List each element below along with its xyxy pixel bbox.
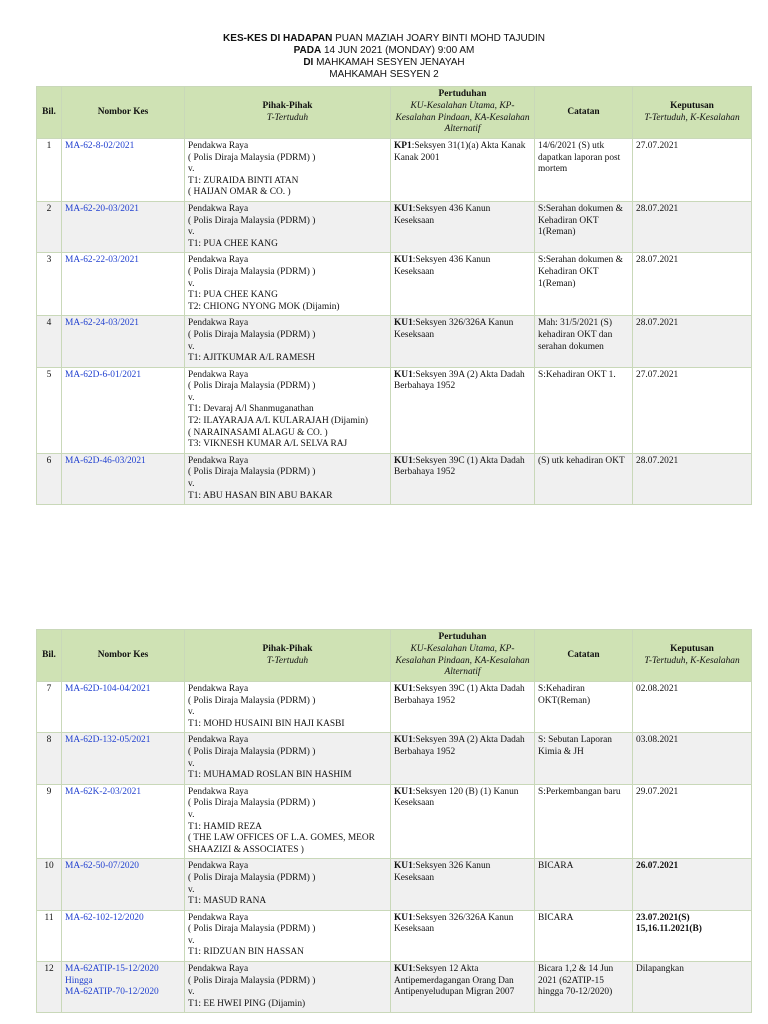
- cell-catatan: BICARA: [535, 910, 633, 961]
- table-row: [37, 139, 752, 202]
- cell-keputusan: 27.07.2021: [633, 367, 752, 453]
- cell-bil: 6: [37, 453, 62, 504]
- cell-keputusan: 27.07.2021: [633, 139, 752, 202]
- cell-catatan: S:Kehadiran OKT(Reman): [535, 682, 633, 733]
- cell-pertuduhan: KU1:Seksyen 326/326A Kanun Keseksaan: [391, 910, 535, 961]
- cell-pertuduhan: KU1:Seksyen 436 Kanun Keseksaan: [391, 253, 535, 316]
- case-number-link[interactable]: MA-62-50-07/2020: [62, 859, 185, 910]
- cell-catatan: Mah: 31/5/2021 (S) kehadiran OKT dan serahan dokumen: [535, 316, 633, 367]
- header-line-2: PADA 14 JUN 2021 (MONDAY) 9:00 AM: [293, 45, 475, 56]
- cell-pertuduhan: KU1:Seksyen 12 Akta Antipemerdagangan Orang Dan Antipenyeludupan Migran 2007: [391, 962, 535, 1013]
- col-pihak: Pihak-Pihak T-Tertuduh: [185, 630, 391, 682]
- cell-keputusan: 28.07.2021: [633, 253, 752, 316]
- table-header-row: [37, 630, 752, 682]
- cell-pihak: Pendakwa Raya ( Polis Diraja Malaysia (PDRM) ) v. T1: PUA CHEE KANG T2: CHIONG NYONG MOK (Dijamin): [185, 253, 391, 316]
- cell-pihak: Pendakwa Raya ( Polis Diraja Malaysia (PDRM) ) v. T1: RIDZUAN BIN HASSAN: [185, 910, 391, 961]
- cell-catatan: S:Serahan dokumen & Kehadiran OKT 1(Reman): [535, 201, 633, 252]
- cell-pertuduhan: KU1:Seksyen 326/326A Kanun Keseksaan: [391, 316, 535, 367]
- cell-pertuduhan: KU1:Seksyen 39C (1) Akta Dadah Berbahaya 1952: [391, 453, 535, 504]
- header-line-3: DI MAHKAMAH SESYEN JENAYAH: [303, 57, 465, 68]
- cell-pertuduhan: KU1:Seksyen 120 (B) (1) Kanun Keseksaan: [391, 784, 535, 859]
- case-number-link[interactable]: MA-62-20-03/2021: [62, 201, 185, 252]
- cell-catatan: (S) utk kehadiran OKT: [535, 453, 633, 504]
- header-line-1: KES-KES DI HADAPAN PUAN MAZIAH JOARY BINTI MOHD TAJUDIN: [223, 33, 545, 44]
- cell-catatan: S:Kehadiran OKT 1.: [535, 367, 633, 453]
- case-number-link[interactable]: MA-62D-46-03/2021: [62, 453, 185, 504]
- cell-pihak: Pendakwa Raya ( Polis Diraja Malaysia (PDRM) ) v. T1: AJITKUMAR A/L RAMESH: [185, 316, 391, 367]
- table-row: [37, 910, 752, 961]
- col-catatan: Catatan: [535, 630, 633, 682]
- table-row: [37, 962, 752, 1013]
- cases-table-1: [36, 86, 752, 505]
- cell-pertuduhan: KU1:Seksyen 39A (2) Akta Dadah Berbahaya 1952: [391, 733, 535, 784]
- cell-catatan: 14/6/2021 (S) utk dapatkan laporan post mortem: [535, 139, 633, 202]
- cell-keputusan: 23.07.2021(S) 15,16.11.2021(B): [633, 910, 752, 961]
- cell-pertuduhan: KP1:Seksyen 31(1)(a) Akta Kanak Kanak 2001: [391, 139, 535, 202]
- cell-pihak: Pendakwa Raya ( Polis Diraja Malaysia (PDRM) ) v. T1: MUHAMAD ROSLAN BIN HASHIM: [185, 733, 391, 784]
- case-number-link[interactable]: MA-62K-2-03/2021: [62, 784, 185, 859]
- cell-pihak: Pendakwa Raya ( Polis Diraja Malaysia (PDRM) ) v. T1: HAMID REZA ( THE LAW OFFICES OF L.A. GOMES, MEOR SHAAZIZI & ASSOCIATES ): [185, 784, 391, 859]
- cell-pihak: Pendakwa Raya ( Polis Diraja Malaysia (PDRM) ) v. T1: ABU HASAN BIN ABU BAKAR: [185, 453, 391, 504]
- table-row: [37, 859, 752, 910]
- cell-keputusan: 28.07.2021: [633, 201, 752, 252]
- cell-bil: 11: [37, 910, 62, 961]
- table-row: [37, 201, 752, 252]
- table-row: [37, 733, 752, 784]
- table-header-row: [37, 87, 752, 139]
- case-number-link[interactable]: MA-62D-104-04/2021: [62, 682, 185, 733]
- case-number-link[interactable]: MA-62-22-03/2021: [62, 253, 185, 316]
- cell-keputusan: 28.07.2021: [633, 453, 752, 504]
- col-nombor-kes: Nombor Kes: [62, 87, 185, 139]
- cases-table-2: [36, 629, 752, 1013]
- cell-keputusan: 26.07.2021: [633, 859, 752, 910]
- col-catatan: Catatan: [535, 87, 633, 139]
- cell-pertuduhan: KU1:Seksyen 436 Kanun Keseksaan: [391, 201, 535, 252]
- cell-keputusan: 03.08.2021: [633, 733, 752, 784]
- col-bil: Bil.: [37, 87, 62, 139]
- cell-keputusan: 02.08.2021: [633, 682, 752, 733]
- col-pertuduhan: Pertuduhan KU-Kesalahan Utama, KP-Kesalahan Pindaan, KA-Kesalahan Alternatif: [391, 630, 535, 682]
- cell-pertuduhan: KU1:Seksyen 39C (1) Akta Dadah Berbahaya 1952: [391, 682, 535, 733]
- header-line-4: MAHKAMAH SESYEN 2: [329, 69, 439, 80]
- col-bil: Bil.: [37, 630, 62, 682]
- case-number-link[interactable]: MA-62D-132-05/2021: [62, 733, 185, 784]
- col-pihak: Pihak-Pihak T-Tertuduh: [185, 87, 391, 139]
- cell-bil: 5: [37, 367, 62, 453]
- cell-pihak: Pendakwa Raya ( Polis Diraja Malaysia (PDRM) ) v. T1: ZURAIDA BINTI ATAN ( HAIJAN OMAR & CO. ): [185, 139, 391, 202]
- cell-bil: 12: [37, 962, 62, 1013]
- col-keputusan: Keputusan T-Tertuduh, K-Kesalahan: [633, 630, 752, 682]
- case-number-link[interactable]: MA-62-24-03/2021: [62, 316, 185, 367]
- table-row: [37, 682, 752, 733]
- table-row: [37, 367, 752, 453]
- cell-bil: 4: [37, 316, 62, 367]
- cell-pertuduhan: KU1:Seksyen 39A (2) Akta Dadah Berbahaya 1952: [391, 367, 535, 453]
- cell-bil: 8: [37, 733, 62, 784]
- case-number-link[interactable]: MA-62-102-12/2020: [62, 910, 185, 961]
- col-keputusan: Keputusan T-Tertuduh, K-Kesalahan: [633, 87, 752, 139]
- cell-keputusan: 28.07.2021: [633, 316, 752, 367]
- cell-pihak: Pendakwa Raya ( Polis Diraja Malaysia (PDRM) ) v. T1: EE HWEI PING (Dijamin): [185, 962, 391, 1013]
- case-number-link[interactable]: MA-62ATIP-15-12/2020 Hingga MA-62ATIP-70-12/2020: [62, 962, 185, 1013]
- cell-pihak: Pendakwa Raya ( Polis Diraja Malaysia (PDRM) ) v. T1: MASUD RANA: [185, 859, 391, 910]
- cell-catatan: S: Sebutan Laporan Kimia & JH: [535, 733, 633, 784]
- cell-keputusan: Dilapangkan: [633, 962, 752, 1013]
- table-row: [37, 253, 752, 316]
- case-number-link[interactable]: MA-62-8-02/2021: [62, 139, 185, 202]
- cell-bil: 10: [37, 859, 62, 910]
- cell-catatan: Bicara 1,2 & 14 Jun 2021 (62ATIP-15 hingga 70-12/2020): [535, 962, 633, 1013]
- cell-bil: 9: [37, 784, 62, 859]
- cell-catatan: S:Serahan dokumen & Kehadiran OKT 1(Reman): [535, 253, 633, 316]
- col-nombor-kes: Nombor Kes: [62, 630, 185, 682]
- cell-catatan: BICARA: [535, 859, 633, 910]
- col-pertuduhan: Pertuduhan KU-Kesalahan Utama, KP-Kesalahan Pindaan, KA-Kesalahan Alternatif: [391, 87, 535, 139]
- cell-pihak: Pendakwa Raya ( Polis Diraja Malaysia (PDRM) ) v. T1: Devaraj A/l Shanmuganathan T2: ILAYARAJA A/L KULARAJAH (Dijamin) ( NARAINASAMI ALAGU & CO. ) T3: VIKNESH KUMAR A/L SELVA RAJ: [185, 367, 391, 453]
- cell-bil: 3: [37, 253, 62, 316]
- cell-keputusan: 29.07.2021: [633, 784, 752, 859]
- page-header: [0, 33, 768, 81]
- case-number-link[interactable]: MA-62D-6-01/2021: [62, 367, 185, 453]
- cell-pihak: Pendakwa Raya ( Polis Diraja Malaysia (PDRM) ) v. T1: PUA CHEE KANG: [185, 201, 391, 252]
- table-row: [37, 784, 752, 859]
- table-row: [37, 316, 752, 367]
- cell-bil: 7: [37, 682, 62, 733]
- table-row: [37, 453, 752, 504]
- cell-catatan: S:Perkembangan baru: [535, 784, 633, 859]
- cell-bil: 2: [37, 201, 62, 252]
- cell-pertuduhan: KU1:Seksyen 326 Kanun Keseksaan: [391, 859, 535, 910]
- cell-pihak: Pendakwa Raya ( Polis Diraja Malaysia (PDRM) ) v. T1: MOHD HUSAINI BIN HAJI KASBI: [185, 682, 391, 733]
- cell-bil: 1: [37, 139, 62, 202]
